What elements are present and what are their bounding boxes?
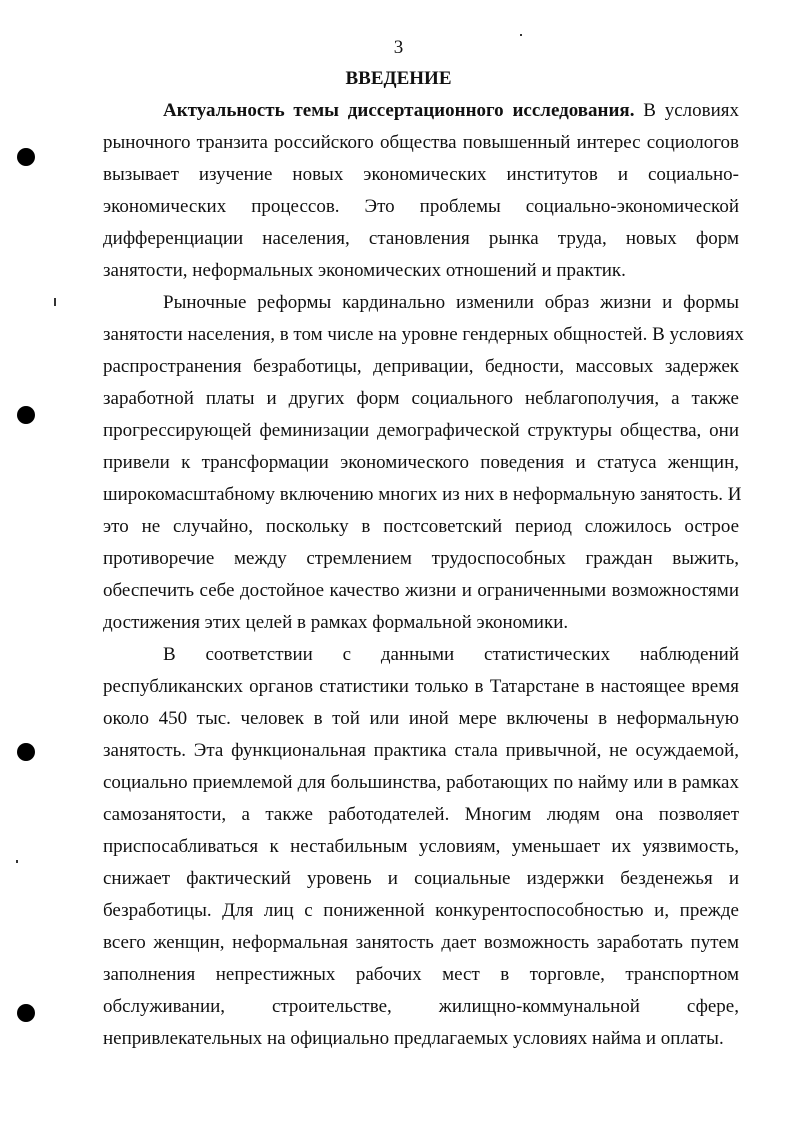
text-line: непривлекательных на официально предлагаемых условиях найма и оплаты. [103,1028,724,1049]
text-line: это не случайно, поскольку в постсоветский период сложилось острое [103,516,739,537]
text-line: широкомасштабному включению многих из них в неформальную занятость. И [103,484,742,505]
punch-hole-icon [17,1004,35,1022]
text-line: социально приемлемой для большинства, работающих по найму или в рамках [103,772,739,793]
scan-speck [54,298,56,306]
punch-hole-icon [17,406,35,424]
text-line: противоречие между стремлением трудоспособных граждан выжить, [103,548,739,569]
page-title: ВВЕДЕНИЕ [345,68,452,89]
text-line: достижения этих целей в рамках формальной экономики. [103,612,569,633]
relevance-heading: Актуальность темы диссертационного исследования. [163,100,635,121]
text-line [103,95,739,127]
text-line: В соответствии с данными статистических наблюдений [163,644,739,665]
text-line: республиканских органов статистики только в Татарстане в настоящее время [103,676,739,697]
text-line: занятости, неформальных экономических отношений и практик. [103,260,626,281]
text-line: привели к трансформации экономического поведения и статуса женщин, [103,452,739,473]
text-line: занятость. Эта функциональная практика стала привычной, не осуждаемой, [103,740,739,761]
text-line: вызывает изучение новых экономических институтов и социально- [103,164,739,185]
text-line: безработицы. Для лиц с пониженной конкурентоспособностью и, прежде [103,900,739,921]
text-line: Рыночные реформы кардинально изменили образ жизни и формы [163,292,739,313]
body-text [103,95,744,1055]
paragraph-market-reforms [103,287,744,639]
text-line: снижает фактический уровень и социальные издержки безденежья и [103,868,739,889]
text-line: заполнения непрестижных рабочих мест в торговле, транспортном [103,964,739,985]
text-line: обслуживании, строительстве, жилищно-коммунальной сфере, [103,996,739,1017]
text-line: экономических процессов. Это проблемы социально-экономической [103,196,739,217]
text-line: рыночного транзита российского общества повышенный интерес социологов [103,132,739,153]
punch-hole-icon [17,743,35,761]
text-line: обеспечить себе достойное качество жизни и ограниченными возможностями [103,580,739,601]
text-line: дифференциации населения, становления рынка труда, новых форм [103,228,739,249]
paragraph-relevance [103,95,739,287]
text-line: распространения безработицы, депривации, бедности, массовых задержек [103,356,739,377]
text-line: самозанятости, а также работодателей. Многим людям она позволяет [103,804,739,825]
text-line: занятости населения, в том числе на уровне гендерных общностей. В условиях [103,324,744,345]
punch-hole-icon [17,148,35,166]
text-line: всего женщин, неформальная занятость дает возможность заработать путем [103,932,739,953]
text-line: около 450 тыс. человек в той или иной мере включены в неформальную [103,708,739,729]
text-line: прогрессирующей феминизации демографической структуры общества, они [103,420,739,441]
scan-speck [520,34,522,36]
text-line-content: В условиях [634,100,740,121]
page-number: 3 [393,37,404,58]
text-line: приспосабливаться к нестабильным условиям, уменьшает их уязвимость, [103,836,739,857]
paragraph-statistics [103,639,739,1055]
text-line: заработной платы и других форм социального неблагополучия, а также [103,388,739,409]
scan-speck [16,860,18,863]
